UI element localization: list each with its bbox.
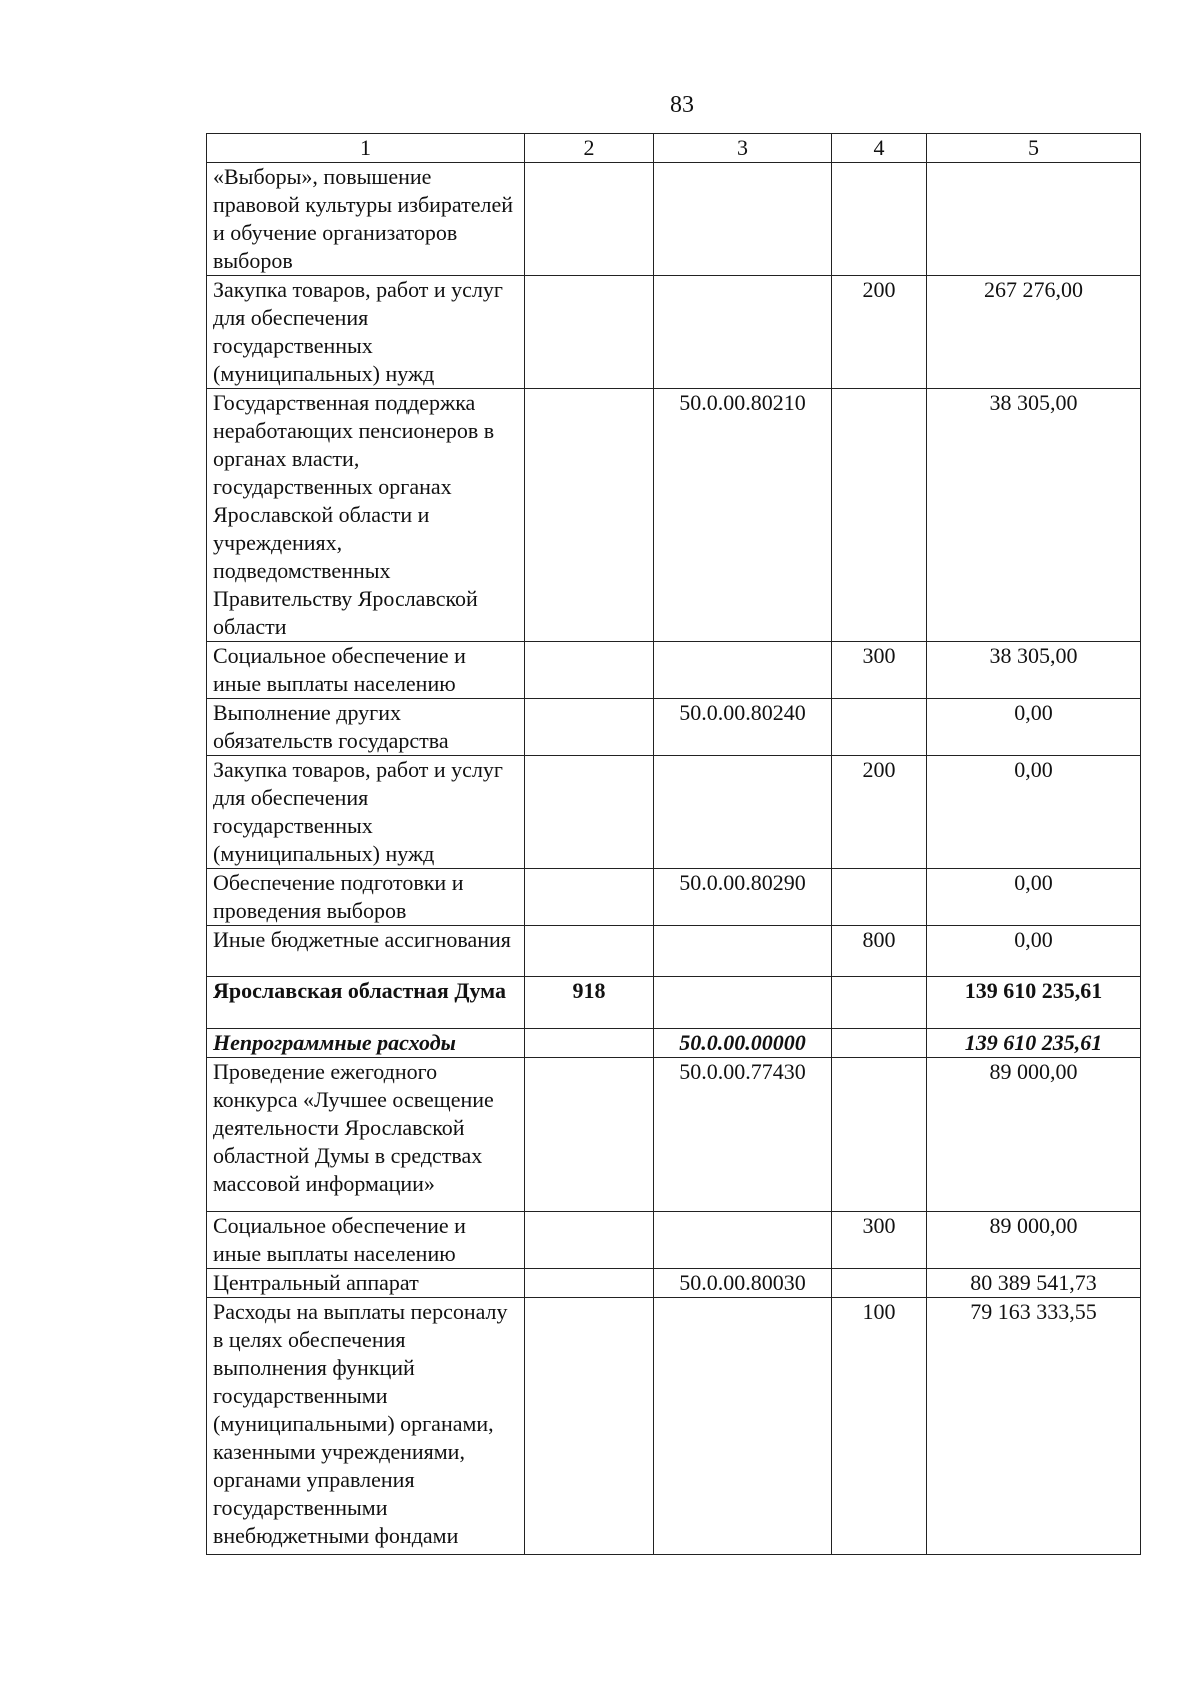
cell-name: Закупка товаров, работ и услуг для обеспечения государственных (муниципальных) нужд [207, 276, 525, 389]
table-body [207, 163, 1141, 1555]
cell-name: «Выборы», повышение правовой культуры избирателей и обучение организаторов выборов [207, 163, 525, 276]
cell-name: Центральный аппарат [207, 1269, 525, 1298]
cell-expense-kind [832, 1269, 927, 1298]
cell-name: Расходы на выплаты персоналу в целях обеспечения выполнения функций государственными (муниципальными) органами, казенными учреждениями, органами управления государственными внебюджетными фондами [207, 1298, 525, 1555]
cell-name: Социальное обеспечение и иные выплаты населению [207, 1212, 525, 1269]
cell-expense-kind [832, 869, 927, 926]
cell-amount: 89 000,00 [927, 1058, 1141, 1212]
cell-target-code: 50.0.00.77430 [654, 1058, 832, 1212]
table-row [207, 389, 1141, 642]
cell-amount [927, 163, 1141, 276]
cell-target-code: 50.0.00.80290 [654, 869, 832, 926]
column-header: 4 [832, 134, 927, 163]
table-row [207, 699, 1141, 756]
page-number: 83 [670, 92, 694, 118]
cell-expense-kind: 100 [832, 1298, 927, 1555]
cell-amount: 0,00 [927, 699, 1141, 756]
table-row [207, 1212, 1141, 1269]
cell-amount: 0,00 [927, 756, 1141, 869]
cell-department-code [525, 1029, 654, 1058]
cell-amount: 267 276,00 [927, 276, 1141, 389]
cell-department-code [525, 1269, 654, 1298]
cell-name: Иные бюджетные ассигнования [207, 926, 525, 977]
cell-expense-kind [832, 163, 927, 276]
cell-expense-kind [832, 1058, 927, 1212]
cell-name: Проведение ежегодного конкурса «Лучшее освещение деятельности Ярославской областной Думы в средствах массовой информации» [207, 1058, 525, 1212]
cell-target-code: 50.0.00.00000 [654, 1029, 832, 1058]
table-row [207, 163, 1141, 276]
cell-department-code [525, 1298, 654, 1555]
cell-expense-kind [832, 977, 927, 1029]
cell-name: Ярославская областная Дума [207, 977, 525, 1029]
budget-table [206, 133, 1141, 1555]
cell-target-code [654, 977, 832, 1029]
cell-name: Обеспечение подготовки и проведения выборов [207, 869, 525, 926]
table-row [207, 1058, 1141, 1212]
cell-target-code: 50.0.00.80210 [654, 389, 832, 642]
cell-amount: 0,00 [927, 869, 1141, 926]
cell-department-code [525, 642, 654, 699]
cell-department-code [525, 163, 654, 276]
column-header: 3 [654, 134, 832, 163]
cell-amount: 79 163 333,55 [927, 1298, 1141, 1555]
cell-target-code: 50.0.00.80030 [654, 1269, 832, 1298]
cell-amount: 38 305,00 [927, 389, 1141, 642]
cell-expense-kind [832, 699, 927, 756]
table-row [207, 276, 1141, 389]
column-header: 1 [207, 134, 525, 163]
table-row [207, 926, 1141, 977]
cell-name: Социальное обеспечение и иные выплаты населению [207, 642, 525, 699]
cell-target-code [654, 1212, 832, 1269]
table-row [207, 1029, 1141, 1058]
cell-target-code [654, 276, 832, 389]
cell-amount: 139 610 235,61 [927, 1029, 1141, 1058]
cell-target-code [654, 756, 832, 869]
cell-target-code [654, 642, 832, 699]
cell-name: Закупка товаров, работ и услуг для обеспечения государственных (муниципальных) нужд [207, 756, 525, 869]
cell-department-code [525, 926, 654, 977]
cell-expense-kind: 200 [832, 276, 927, 389]
cell-expense-kind [832, 389, 927, 642]
cell-name: Государственная поддержка неработающих пенсионеров в органах власти, государственных органах Ярославской области и учреждениях, подведомственных Правительству Ярославской области [207, 389, 525, 642]
cell-target-code: 50.0.00.80240 [654, 699, 832, 756]
cell-expense-kind [832, 1029, 927, 1058]
table-row [207, 1269, 1141, 1298]
cell-department-code [525, 1058, 654, 1212]
cell-expense-kind: 300 [832, 1212, 927, 1269]
cell-target-code [654, 926, 832, 977]
cell-amount: 0,00 [927, 926, 1141, 977]
cell-amount: 89 000,00 [927, 1212, 1141, 1269]
cell-name: Непрограммные расходы [207, 1029, 525, 1058]
table-row [207, 869, 1141, 926]
cell-amount: 139 610 235,61 [927, 977, 1141, 1029]
cell-target-code [654, 163, 832, 276]
table-row [207, 642, 1141, 699]
cell-name: Выполнение других обязательств государства [207, 699, 525, 756]
cell-amount: 80 389 541,73 [927, 1269, 1141, 1298]
table-row [207, 1298, 1141, 1555]
table-row [207, 756, 1141, 869]
cell-amount: 38 305,00 [927, 642, 1141, 699]
cell-target-code [654, 1298, 832, 1555]
cell-department-code [525, 869, 654, 926]
table-header-row [207, 134, 1141, 163]
cell-department-code [525, 1212, 654, 1269]
table-row [207, 977, 1141, 1029]
cell-department-code [525, 389, 654, 642]
cell-expense-kind: 300 [832, 642, 927, 699]
column-header: 2 [525, 134, 654, 163]
cell-expense-kind: 200 [832, 756, 927, 869]
column-header: 5 [927, 134, 1141, 163]
cell-department-code [525, 276, 654, 389]
cell-expense-kind: 800 [832, 926, 927, 977]
cell-department-code [525, 756, 654, 869]
cell-department-code [525, 699, 654, 756]
cell-department-code: 918 [525, 977, 654, 1029]
